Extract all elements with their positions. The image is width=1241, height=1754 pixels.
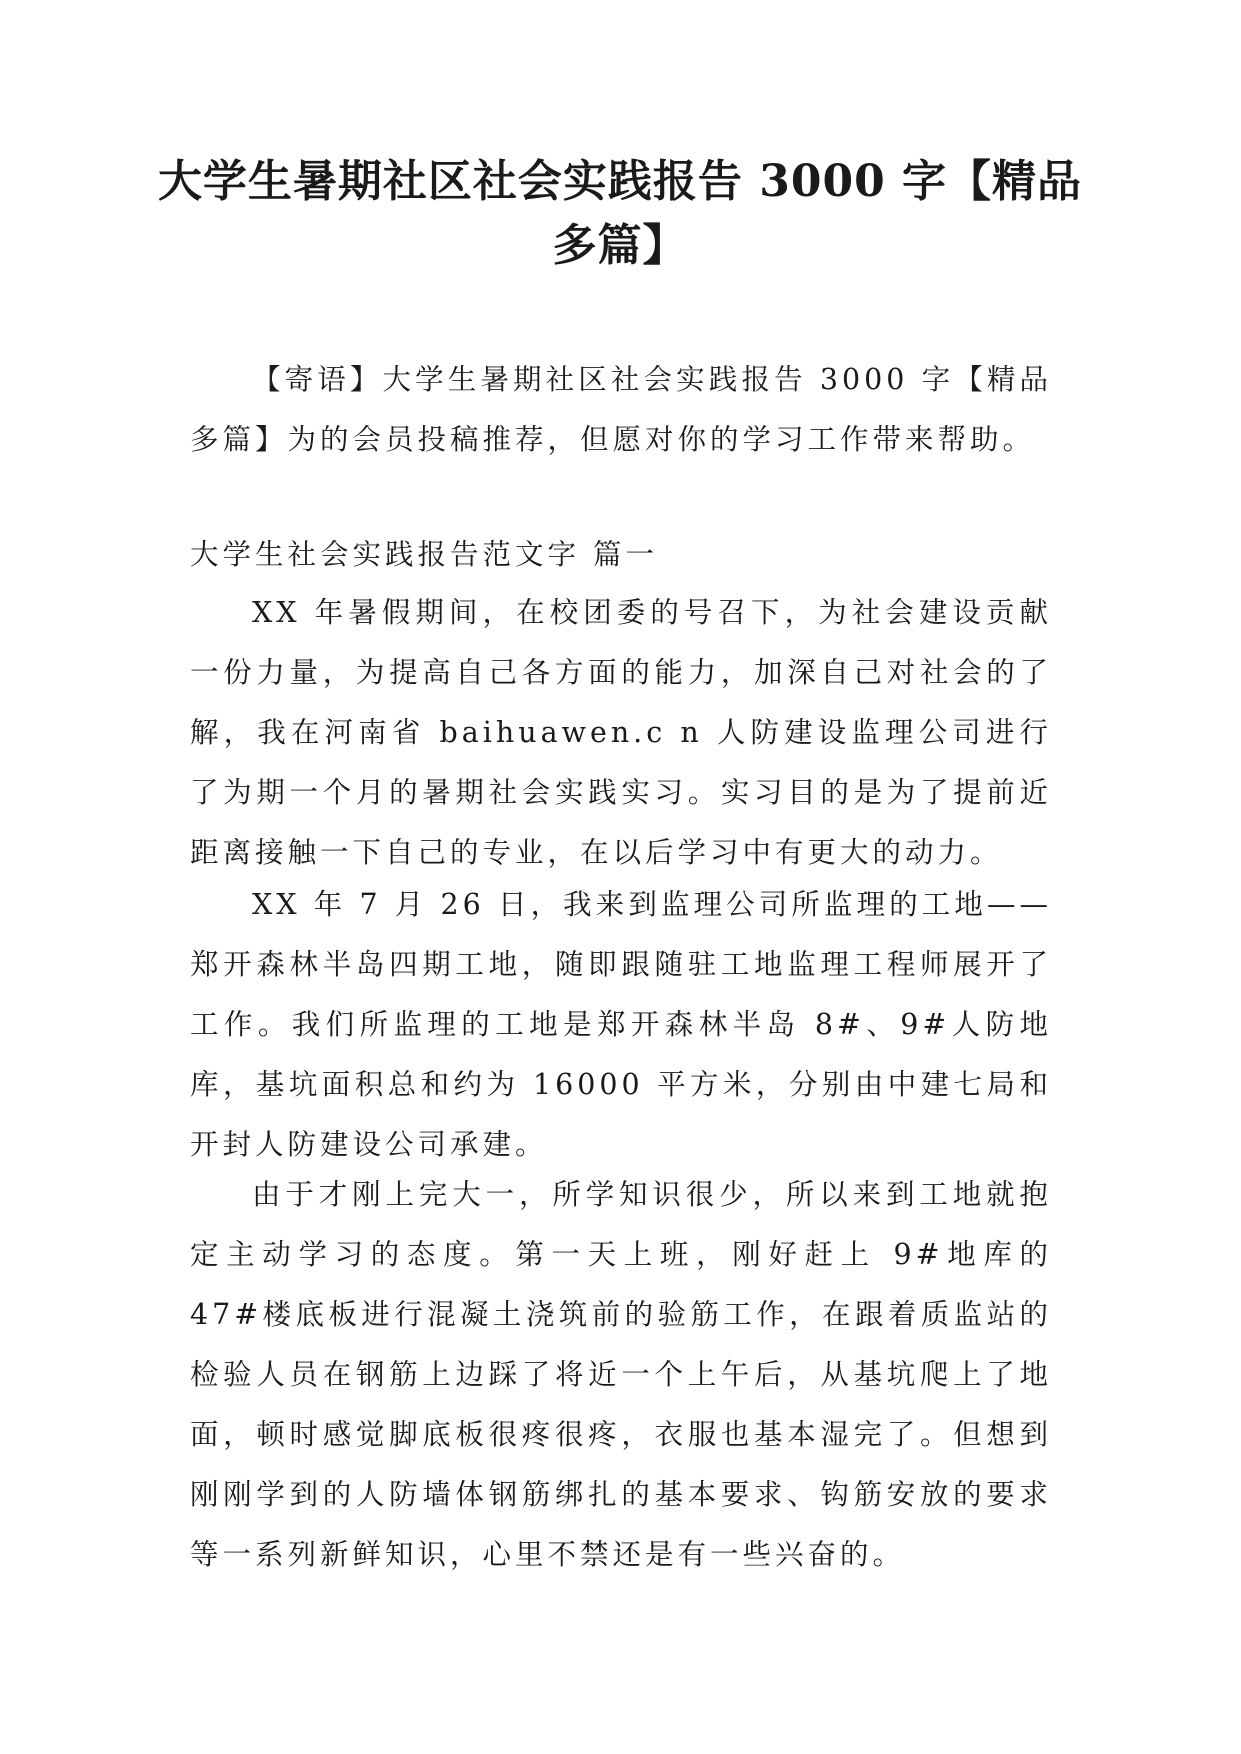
body-paragraph: 由于才刚上完大一，所学知识很少，所以来到工地就抱定主动学习的态度。第一天上班，刚好赶上 9#地库的 47#楼底板进行混凝土浇筑前的验筋工作，在跟着质监站的检验人员在钢筋上边踩了将近一个上午后，从基坑爬上了地面，顿时感觉脚底板很疼很疼，衣服也基本湿完了。但想到刚刚学到的人防墙体钢筋绑扎的基本要求、钩筋安放的要求等一系列新鲜知识，心里不禁还是有一些兴奋的。 [190, 1178, 1052, 1571]
intro-paragraph: 【寄语】大学生暑期社区社会实践报告 3000 字【精品多篇】为的会员投稿推荐，但愿对你的学习工作带来帮助。 [190, 363, 1052, 456]
document-title: 大学生暑期社区社会实践报告 3000 字【精品多篇】 [157, 156, 1083, 271]
body-paragraph: XX 年暑假期间，在校团委的号召下，为社会建设贡献一份力量，为提高自己各方面的能力，加深自己对社会的了解，我在河南省 baihuawen.c n 人防建设监理公司进行了为期一个月的暑期社会实践实习。实习目的是为了提前近距离接触一下自己的专业，在以后学习中有更大的动力。 [190, 596, 1052, 869]
body-paragraph: XX 年 7 月 26 日，我来到监理公司所监理的工地——郑开森林半岛四期工地，随即跟随驻工地监理工程师展开了工作。我们所监理的工地是郑开森林半岛 8#、9#人防地库，基坑面积总和约为 16000 平方米，分别由中建七局和开封人防建设公司承建。 [190, 888, 1052, 1161]
section-heading: 大学生社会实践报告范文字 篇一 [190, 538, 659, 571]
